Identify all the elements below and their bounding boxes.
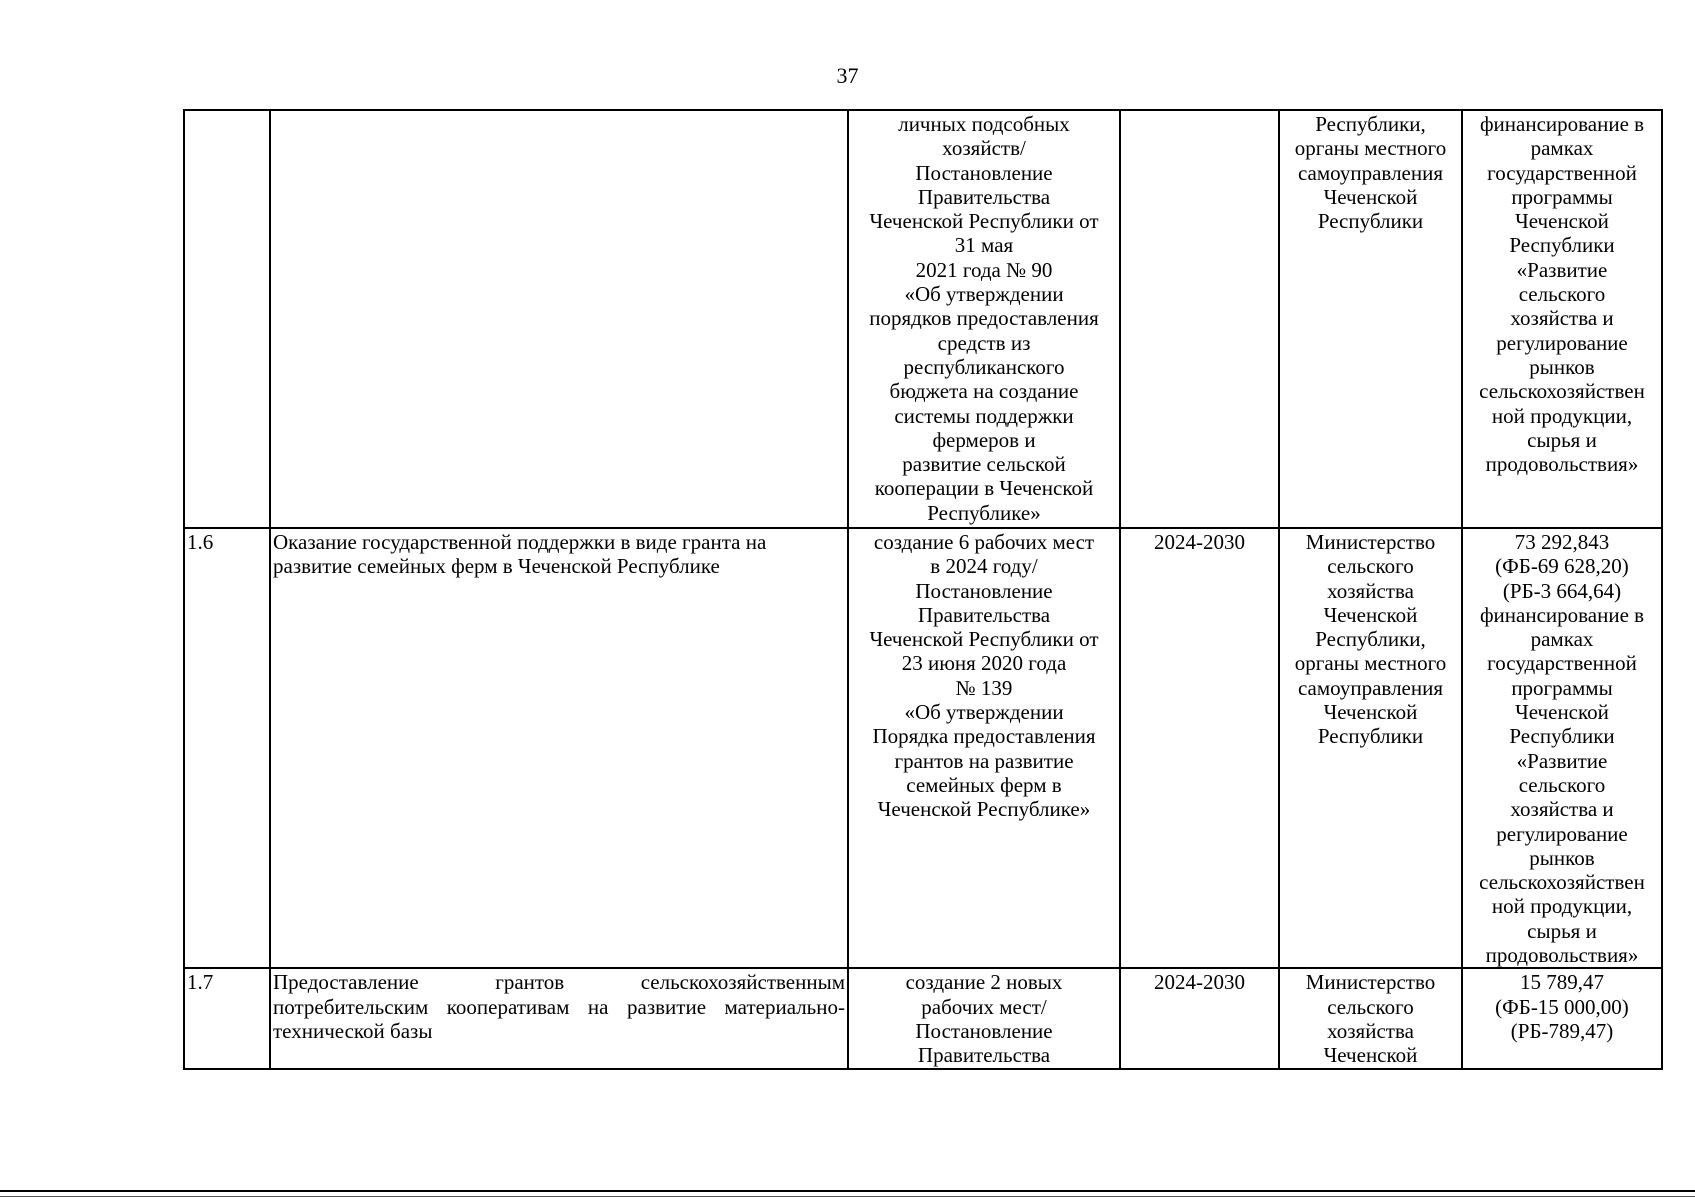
executor-cell: Министерство сельского хозяйства Чеченской Республики, органы местного самоуправления Чеченской Республики: [1279, 528, 1462, 968]
funding-cell: 15 789,47 (ФБ-15 000,00) (РБ-789,47): [1462, 968, 1662, 1068]
page-number: 37: [836, 63, 859, 88]
period-cell: 2024-2030: [1120, 968, 1279, 1068]
measure-name-cell: [270, 110, 848, 528]
funding-cell: финансирование в рамках государственной программы Чеченской Республики «Развитие сельского хозяйства и регулирование рынков сельскохозяйствен ной продукции, сырья и продовольствия»: [1462, 110, 1662, 528]
table-row: [184, 968, 1662, 1068]
row-number-cell: [184, 110, 270, 528]
table-row: [184, 110, 1662, 528]
bottom-rule: [0, 1196, 1695, 1197]
result-cell: создание 6 рабочих мест в 2024 году/ Постановление Правительства Чеченской Республики от 23 июня 2020 года № 139 «Об утверждении Порядка предоставления грантов на развитие семейных ферм в Чеченской Республике»: [848, 528, 1120, 968]
result-cell: создание 2 новых рабочих мест/ Постановление Правительства: [848, 968, 1120, 1068]
measure-name-cell: Предоставление грантов сельскохозяйственным потребительским кооперативам на развитие материально-технической базы: [270, 968, 848, 1068]
row-number-cell: 1.6: [184, 528, 270, 968]
result-cell: личных подсобных хозяйств/ Постановление Правительства Чеченской Республики от 31 мая 2021 года № 90 «Об утверждении порядков предоставления средств из республиканского бюджета на создание системы поддержки фермеров и развитие сельской кооперации в Чеченской Республике»: [848, 110, 1120, 528]
bottom-rule: [0, 1190, 1695, 1192]
executor-cell: Министерство сельского хозяйства Чеченской: [1279, 968, 1462, 1068]
measures-table: [183, 109, 1663, 1070]
period-cell: [1120, 110, 1279, 528]
table-row: [184, 528, 1662, 968]
row-number-cell: 1.7: [184, 968, 270, 1068]
period-cell: 2024-2030: [1120, 528, 1279, 968]
executor-cell: Республики, органы местного самоуправления Чеченской Республики: [1279, 110, 1462, 528]
measure-name-cell: Оказание государственной поддержки в виде гранта на развитие семейных ферм в Чеченской Республике: [270, 528, 848, 968]
funding-cell: 73 292,843 (ФБ-69 628,20) (РБ-3 664,64) финансирование в рамках государственной программы Чеченской Республики «Развитие сельского хозяйства и регулирование рынков сельскохозяйствен ной продукции, сырья и продовольствия»: [1462, 528, 1662, 968]
